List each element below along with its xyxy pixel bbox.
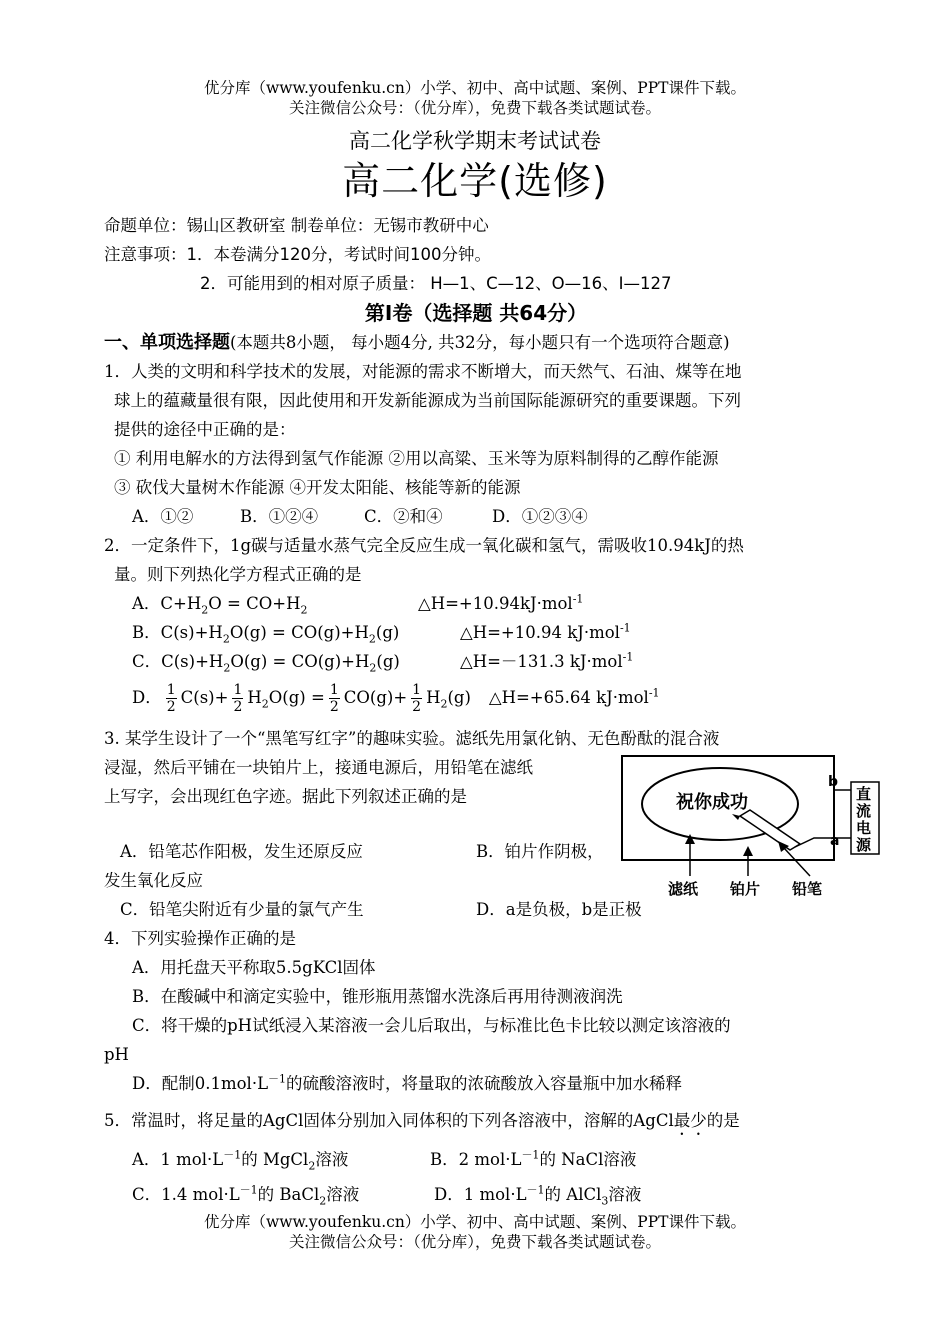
q3-option-b-cont: 发生氧化反应 bbox=[104, 871, 203, 890]
part-1-desc: (本题共8小题， 每小题4分, 共32分，每小题只有一个选项符合题意) bbox=[230, 333, 730, 352]
label-platinum: 铂片 bbox=[730, 880, 761, 898]
q2-option-a[interactable]: A．$C+H_2O = CO+H_2$ △H=+10.94kJ·mol$^{-1}$ bbox=[132, 592, 584, 617]
q1-option-c[interactable]: C．②和④ bbox=[364, 507, 443, 526]
q3-option-b[interactable]: B．铂片作阴极， bbox=[476, 842, 604, 861]
q1-line-1: 1．人类的文明和科学技术的发展，对能源的需求不断增大，而天然气、石油、煤等在地 bbox=[104, 362, 742, 381]
q3-line-3: 上写字，会出现红色字迹。据此下列叙述正确的是 bbox=[104, 787, 467, 806]
power-char: 源 bbox=[856, 836, 872, 854]
meta-unit: 命题单位：锡山区教研室 制卷单位：无锡市教研中心 bbox=[104, 216, 489, 235]
arrow-pencil bbox=[784, 848, 810, 876]
page-footer bbox=[0, 1212, 950, 1252]
q1-options bbox=[104, 502, 848, 531]
electrolysis-diagram bbox=[618, 752, 888, 902]
q2-line-2: 量。则下列热化学方程式正确的是 bbox=[114, 565, 362, 584]
header-line-1: 优分库（www.youfenku.cn）小学、初中、高中试题、案例、PPT课件下载。 bbox=[203, 79, 747, 97]
label-pencil: 铅笔 bbox=[792, 880, 823, 898]
q4-option-a[interactable]: A．用托盘天平称取5.5gKCl固体 bbox=[132, 958, 376, 977]
q3-line-2: 浸湿，然后平铺在一块铂片上，接通电源后，用铅笔在滤纸 bbox=[104, 758, 533, 777]
pencil-body bbox=[740, 810, 800, 850]
q3-option-c[interactable]: C．铅笔尖附近有少量的氯气产生 bbox=[120, 900, 364, 919]
arrowhead bbox=[685, 834, 695, 844]
exam-subtitle: 高二化学(选修) bbox=[342, 159, 608, 203]
q5-stem: 5．常温时，将足量的AgCl固体分别加入同体积的下列各溶液中，溶解的AgCl最少的是 bbox=[104, 1111, 740, 1130]
q1-line-2: 球上的蕴藏量很有限，因此使用和开发新能源成为当前国际能源研究的重要课题。下列 bbox=[114, 391, 741, 410]
q4-option-c-cont: pH bbox=[104, 1045, 129, 1064]
q3-option-d[interactable]: D．a是负极，b是正极 bbox=[476, 900, 642, 919]
power-char: 电 bbox=[856, 819, 872, 837]
q1-option-b[interactable]: B．①②④ bbox=[240, 507, 319, 526]
terminal-a-label: a bbox=[830, 833, 840, 849]
meta-note-1: 注意事项：1．本卷满分120分，考试时间100分钟。 bbox=[104, 245, 491, 264]
q4-stem: 4．下列实验操作正确的是 bbox=[104, 929, 296, 948]
label-filter-paper: 滤纸 bbox=[668, 880, 699, 898]
footer-line-2: 关注微信公众号：（优分库），免费下载各类试题试卷。 bbox=[288, 1233, 661, 1251]
emphasis-text: 最少 bbox=[673, 1111, 707, 1130]
power-char: 直 bbox=[856, 785, 872, 803]
page-header bbox=[0, 78, 950, 206]
exam-title: 高二化学秋学期末考试试卷 bbox=[349, 129, 601, 153]
q2-option-c[interactable]: C．$C(s)+H_2O(g) = CO(g)+H_2(g)$ △H=－131.3 kJ·mol$^{-1}$ bbox=[132, 650, 634, 675]
fraction-half: $\frac{1}{2}$ bbox=[329, 682, 339, 715]
q4-option-b[interactable]: B．在酸碱中和滴定实验中，锥形瓶用蒸馏水洗涤后再用待测液润洗 bbox=[132, 987, 623, 1006]
exam-body bbox=[104, 211, 848, 1209]
section-1-title: 第Ⅰ卷（选择题 共64分） bbox=[364, 301, 588, 325]
q2-option-d[interactable]: D． $\frac{1}{2}$ C(s)+ $\frac{1}{2}$ $H_2O(g)$ = $\frac{1}{2}$ CO(g)+ $\frac{1}{2}$ $H_2(g)$ △H=+65.64 kJ·mol$^{-1}$ bbox=[132, 682, 660, 715]
wire-a bbox=[795, 838, 851, 847]
q5-option-d[interactable]: D．1 $mol\cdot L^{-1}$的 AlCl$_3$溶液 bbox=[434, 1183, 642, 1208]
q5-options-cd bbox=[104, 1180, 848, 1209]
q1-option-a[interactable]: A．①② bbox=[132, 507, 194, 526]
q3-line-1: 3. 某学生设计了一个“黑笔写红字”的趣味实验。滤纸先用氯化钠、无色酚酞的混合液 bbox=[104, 729, 720, 748]
arrowhead bbox=[743, 846, 753, 856]
header-line-2: 关注微信公众号：（优分库），免费下载各类试题试卷。 bbox=[288, 99, 661, 117]
fraction-half: $\frac{1}{2}$ bbox=[233, 682, 243, 715]
q1-item-2: ③ 砍伐大量树木作能源 ④开发太阳能、核能等新的能源 bbox=[114, 478, 521, 497]
q5-option-a[interactable]: A．1 $mol\cdot L^{-1}$的 MgCl$_2$溶液 bbox=[132, 1148, 349, 1173]
q5-options-ab bbox=[104, 1145, 848, 1174]
pencil-tip bbox=[732, 814, 740, 820]
q3-option-a[interactable]: A．铅笔芯作阳极，发生还原反应 bbox=[120, 842, 363, 861]
footer-line-1: 优分库（www.youfenku.cn）小学、初中、高中试题、案例、PPT课件下载。 bbox=[203, 1213, 747, 1231]
part-1-label: 一、单项选择题 bbox=[104, 332, 230, 353]
q5-option-c[interactable]: C．1.4 $mol\cdot L^{-1}$的 BaCl$_2$溶液 bbox=[132, 1183, 360, 1208]
part-1-heading bbox=[104, 328, 848, 357]
q4-option-c[interactable]: C．将干燥的pH试纸浸入某溶液一会儿后取出，与标准比色卡比较以测定该溶液的 bbox=[132, 1016, 731, 1035]
q5-option-b[interactable]: B．2 $mol\cdot L^{-1}$的 NaCl溶液 bbox=[430, 1148, 637, 1169]
terminal-b-label: b bbox=[828, 774, 839, 790]
q2-option-b[interactable]: B．$C(s)+H_2O(g) = CO(g)+H_2(g)$ △H=+10.94 kJ·mol$^{-1}$ bbox=[132, 621, 631, 646]
meta-note-2: 2．可能用到的相对原子质量： H—1、C—12、O—16、I—127 bbox=[200, 274, 672, 293]
q1-item-1: ① 利用电解水的方法得到氢气作能源 ②用以高粱、玉米等为原料制得的乙醇作能源 bbox=[114, 449, 719, 468]
q1-option-d[interactable]: D．①②③④ bbox=[492, 507, 588, 526]
fraction-half: $\frac{1}{2}$ bbox=[166, 682, 176, 715]
fraction-half: $\frac{1}{2}$ bbox=[412, 682, 422, 715]
q1-line-3: 提供的途径中正确的是： bbox=[114, 420, 296, 439]
power-char: 流 bbox=[856, 802, 872, 820]
q2-line-1: 2．一定条件下，1g碳与适量水蒸气完全反应生成一氧化碳和氢气，需吸收10.94kJ的热 bbox=[104, 536, 744, 555]
q4-option-d[interactable]: D．配制$0.1mol\cdot L^{-1}$的硫酸溶液时，将量取的浓硫酸放入容量瓶中加水稀释 bbox=[132, 1072, 683, 1093]
ellipse-text: 祝你成功 bbox=[676, 792, 748, 813]
